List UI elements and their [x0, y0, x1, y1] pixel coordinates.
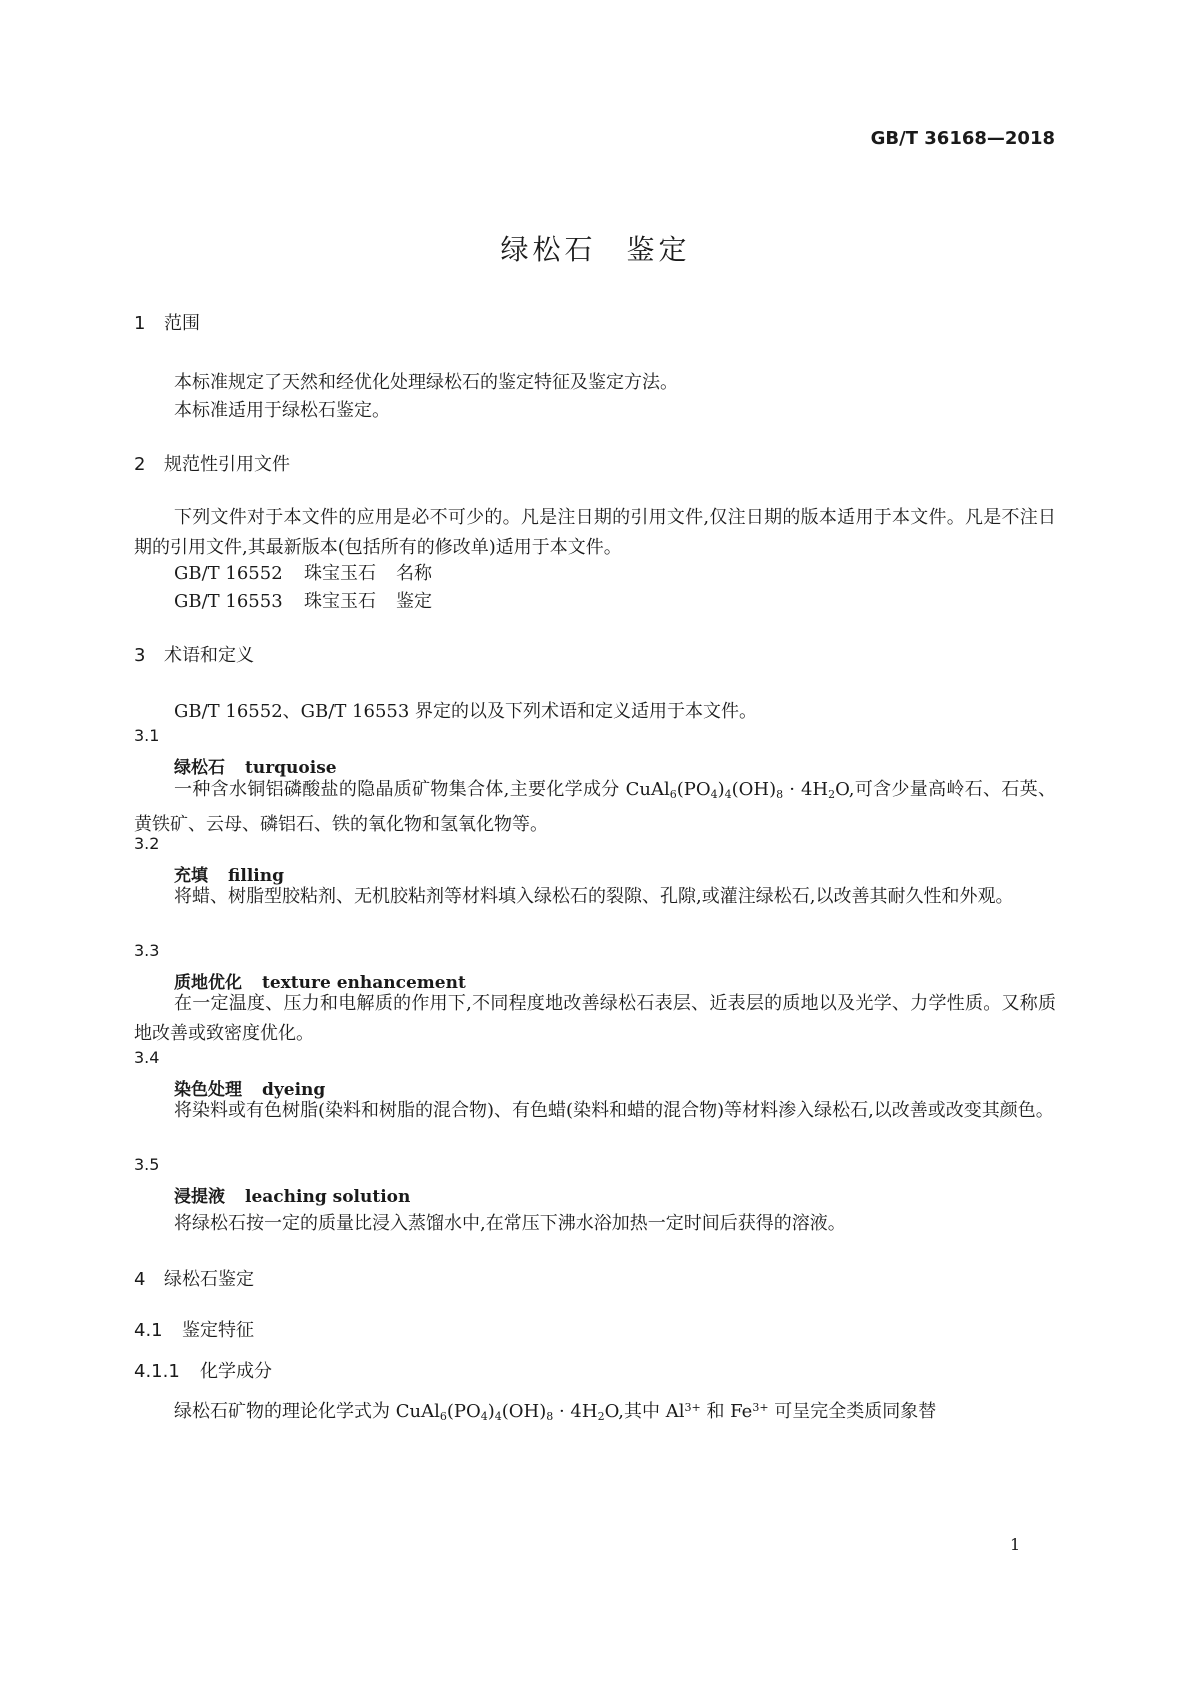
section-1-heading: 1 范围	[134, 313, 200, 334]
term-definition: 一种含水铜铝磷酸盐的隐晶质矿物集合体,主要化学成分 $CuAl_6(PO_4)_4(OH)_8 \cdot 4H_2O$,可含少量高岭石、石英、黄铁矿、云母、磷铝石、铁的氧化物和氢氧化物等。	[134, 779, 1056, 835]
clause-number: 3.3	[134, 941, 160, 960]
standard-number: GB/T 36168—2018	[870, 128, 1055, 149]
clause-number: 3.5	[134, 1155, 160, 1174]
term-heading: 染色处理 dyeing	[174, 1080, 326, 1100]
section-4-1-1-heading: 4.1.1 化学成分	[134, 1361, 272, 1382]
term-definition: 将蜡、树脂型胶粘剂、无机胶粘剂等材料填入绿松石的裂隙、孔隙,或灌注绿松石,以改善其耐久性和外观。	[174, 886, 1014, 907]
clause-number: 3.1	[134, 726, 160, 745]
term-heading: 质地优化 texture enhancement	[174, 973, 466, 993]
title-part-1: 绿松石	[500, 233, 597, 266]
section-4-paragraph: 绿松石矿物的理论化学式为 $CuAl_6(PO_4)_4(OH)_8 \cdot 4H_2O$,其中 $Al^{3+}$ 和 $Fe^{3+}$ 可呈完全类质同象替	[174, 1401, 937, 1423]
term-definition: 在一定温度、压力和电解质的作用下,不同程度地改善绿松石表层、近表层的质地以及光学、力学性质。又称质地改善或致密度优化。	[134, 993, 1056, 1044]
reference-item: GB/T 16552 珠宝玉石 名称	[174, 563, 432, 584]
section-4-1-heading: 4.1 鉴定特征	[134, 1320, 254, 1341]
section-1-paragraph-2: 本标准适用于绿松石鉴定。	[174, 400, 390, 421]
title-part-2: 鉴定	[626, 233, 691, 266]
page-title	[0, 228, 1191, 268]
term-heading: 浸提液 leaching solution	[174, 1187, 411, 1207]
page-number: 1	[1010, 1535, 1021, 1554]
term-heading: 充填 filling	[174, 866, 284, 886]
section-3-paragraph: GB/T 16552、GB/T 16553 界定的以及下列术语和定义适用于本文件。	[174, 701, 758, 722]
section-1-paragraph-1: 本标准规定了天然和经优化处理绿松石的鉴定特征及鉴定方法。	[174, 372, 678, 393]
term-heading: 绿松石 turquoise	[174, 758, 337, 778]
section-2-paragraph: 下列文件对于本文件的应用是必不可少的。凡是注日期的引用文件,仅注日期的版本适用于本文件。凡是不注日期的引用文件,其最新版本(包括所有的修改单)适用于本文件。	[134, 507, 1056, 558]
clause-number: 3.4	[134, 1048, 160, 1067]
section-3-heading: 3 术语和定义	[134, 645, 254, 666]
clause-number: 3.2	[134, 834, 160, 853]
reference-item: GB/T 16553 珠宝玉石 鉴定	[174, 591, 432, 612]
section-4-heading: 4 绿松石鉴定	[134, 1269, 254, 1290]
section-2-heading: 2 规范性引用文件	[134, 454, 290, 475]
term-definition: 将染料或有色树脂(染料和树脂的混合物)、有色蜡(染料和蜡的混合物)等材料渗入绿松石,以改善或改变其颜色。	[174, 1100, 1054, 1121]
term-definition: 将绿松石按一定的质量比浸入蒸馏水中,在常压下沸水浴加热一定时间后获得的溶液。	[174, 1213, 846, 1234]
